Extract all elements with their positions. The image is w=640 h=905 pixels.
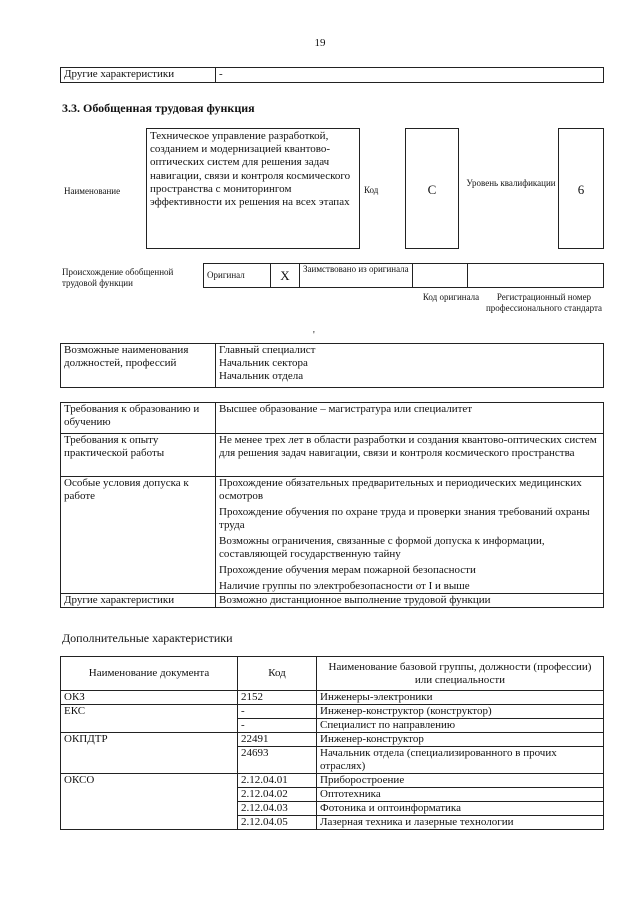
header-document: Наименование документа	[61, 657, 238, 691]
reg-number-cell	[468, 264, 604, 288]
code-cell: 2.12.04.01	[238, 774, 317, 788]
table-header-row	[61, 657, 604, 691]
req-education-label: Требования к образованию и обучению	[61, 403, 216, 434]
name-cell: Лазерная техника и лазерные технологии	[317, 816, 604, 830]
name-label: Наименование	[64, 186, 121, 196]
doc-cell: ОКСО	[61, 774, 238, 830]
code-value-box: C	[405, 128, 459, 249]
table-row	[61, 733, 604, 747]
req-other-value: Возможно дистанционное выполнение трудовой функции	[216, 594, 604, 608]
additional-title: Дополнительные характеристики	[62, 631, 233, 645]
page-number: 19	[314, 37, 326, 49]
name-cell: Инженер-конструктор	[317, 733, 604, 747]
positions-values	[216, 344, 604, 388]
top-row-value: -	[216, 68, 604, 83]
table-row	[61, 705, 604, 719]
name-cell: Специалист по направлению	[317, 719, 604, 733]
doc-cell: ОКПДТР	[61, 733, 238, 774]
requirements-table	[60, 402, 604, 608]
name-cell: Начальник отдела (специализированного в прочих отраслях)	[317, 747, 604, 774]
top-characteristics-table	[60, 67, 604, 83]
original-label: Оригинал	[204, 264, 271, 288]
reg-number-caption: Регистрационный номер профессионального стандарта	[485, 292, 603, 313]
special-condition-item: Прохождение обучения по охране труда и проверки знания требований охраны труда	[219, 506, 590, 531]
doc-cell: ЕКС	[61, 705, 238, 733]
name-cell: Оптотехника	[317, 788, 604, 802]
function-name-box: Техническое управление разработкой, созданием и модернизацией квантово-оптических систем для решения задач навигации, связи и контроля космического пространства с мониторингом эффективности их решения на всех этапах	[146, 128, 360, 249]
code-cell: 2.12.04.02	[238, 788, 317, 802]
code-cell: 22491	[238, 733, 317, 747]
top-row-label: Другие характеристики	[61, 68, 216, 83]
origin-label: Происхождение обобщенной трудовой функции	[62, 267, 174, 288]
code-original-caption: Код оригинала	[422, 292, 480, 302]
name-cell: Инженеры-электроники	[317, 691, 604, 705]
special-condition-item: Прохождение обязательных предварительных и периодических медицинских осмотров	[219, 477, 582, 502]
header-code: Код	[238, 657, 317, 691]
code-cell: -	[238, 705, 317, 719]
stray-mark: '	[313, 330, 315, 341]
req-special-label: Особые условия допуска к работе	[61, 477, 216, 594]
req-education-value: Высшее образование – магистратура или специалитет	[216, 403, 604, 434]
position-item: Начальник отдела	[219, 370, 304, 382]
origin-table	[203, 263, 604, 288]
req-special-values	[216, 477, 604, 594]
code-cell: -	[238, 719, 317, 733]
borrowed-label: Заимствовано из оригинала	[300, 264, 413, 288]
code-cell: 2.12.04.03	[238, 802, 317, 816]
table-row	[61, 691, 604, 705]
req-other-label: Другие характеристики	[61, 594, 216, 608]
table-row	[61, 774, 604, 788]
positions-table	[60, 343, 604, 388]
code-cell: 24693	[238, 747, 317, 774]
positions-label: Возможные наименования должностей, профессий	[61, 344, 216, 388]
level-label: Уровень квалификации	[466, 178, 556, 188]
req-experience-label: Требования к опыту практической работы	[61, 434, 216, 477]
position-item: Начальник сектора	[219, 357, 308, 369]
name-cell: Приборостроение	[317, 774, 604, 788]
name-cell: Фотоника и оптоинформатика	[317, 802, 604, 816]
doc-cell: ОКЗ	[61, 691, 238, 705]
code-label: Код	[364, 185, 379, 195]
section-title: 3.3. Обобщенная трудовая функция	[62, 101, 255, 115]
special-condition-item: Наличие группы по электробезопасности от I и выше	[219, 580, 470, 592]
code-cell: 2152	[238, 691, 317, 705]
original-mark: X	[271, 264, 300, 288]
code-cell: 2.12.04.05	[238, 816, 317, 830]
header-name: Наименование базовой группы, должности (профессии) или специальности	[317, 657, 604, 691]
code-original-cell	[413, 264, 468, 288]
special-condition-item: Возможны ограничения, связанные с формой допуска к информации, составляющей государственную тайну	[219, 535, 545, 560]
req-experience-value: Не менее трех лет в области разработки и создания квантово-оптических систем для решения задач навигации, связи и контроля космического пространства	[216, 434, 604, 477]
level-value-box: 6	[558, 128, 604, 249]
name-cell: Инженер-конструктор (конструктор)	[317, 705, 604, 719]
position-item: Главный специалист	[219, 344, 316, 356]
additional-table	[60, 656, 604, 830]
special-condition-item: Прохождение обучения мерам пожарной безопасности	[219, 564, 476, 576]
